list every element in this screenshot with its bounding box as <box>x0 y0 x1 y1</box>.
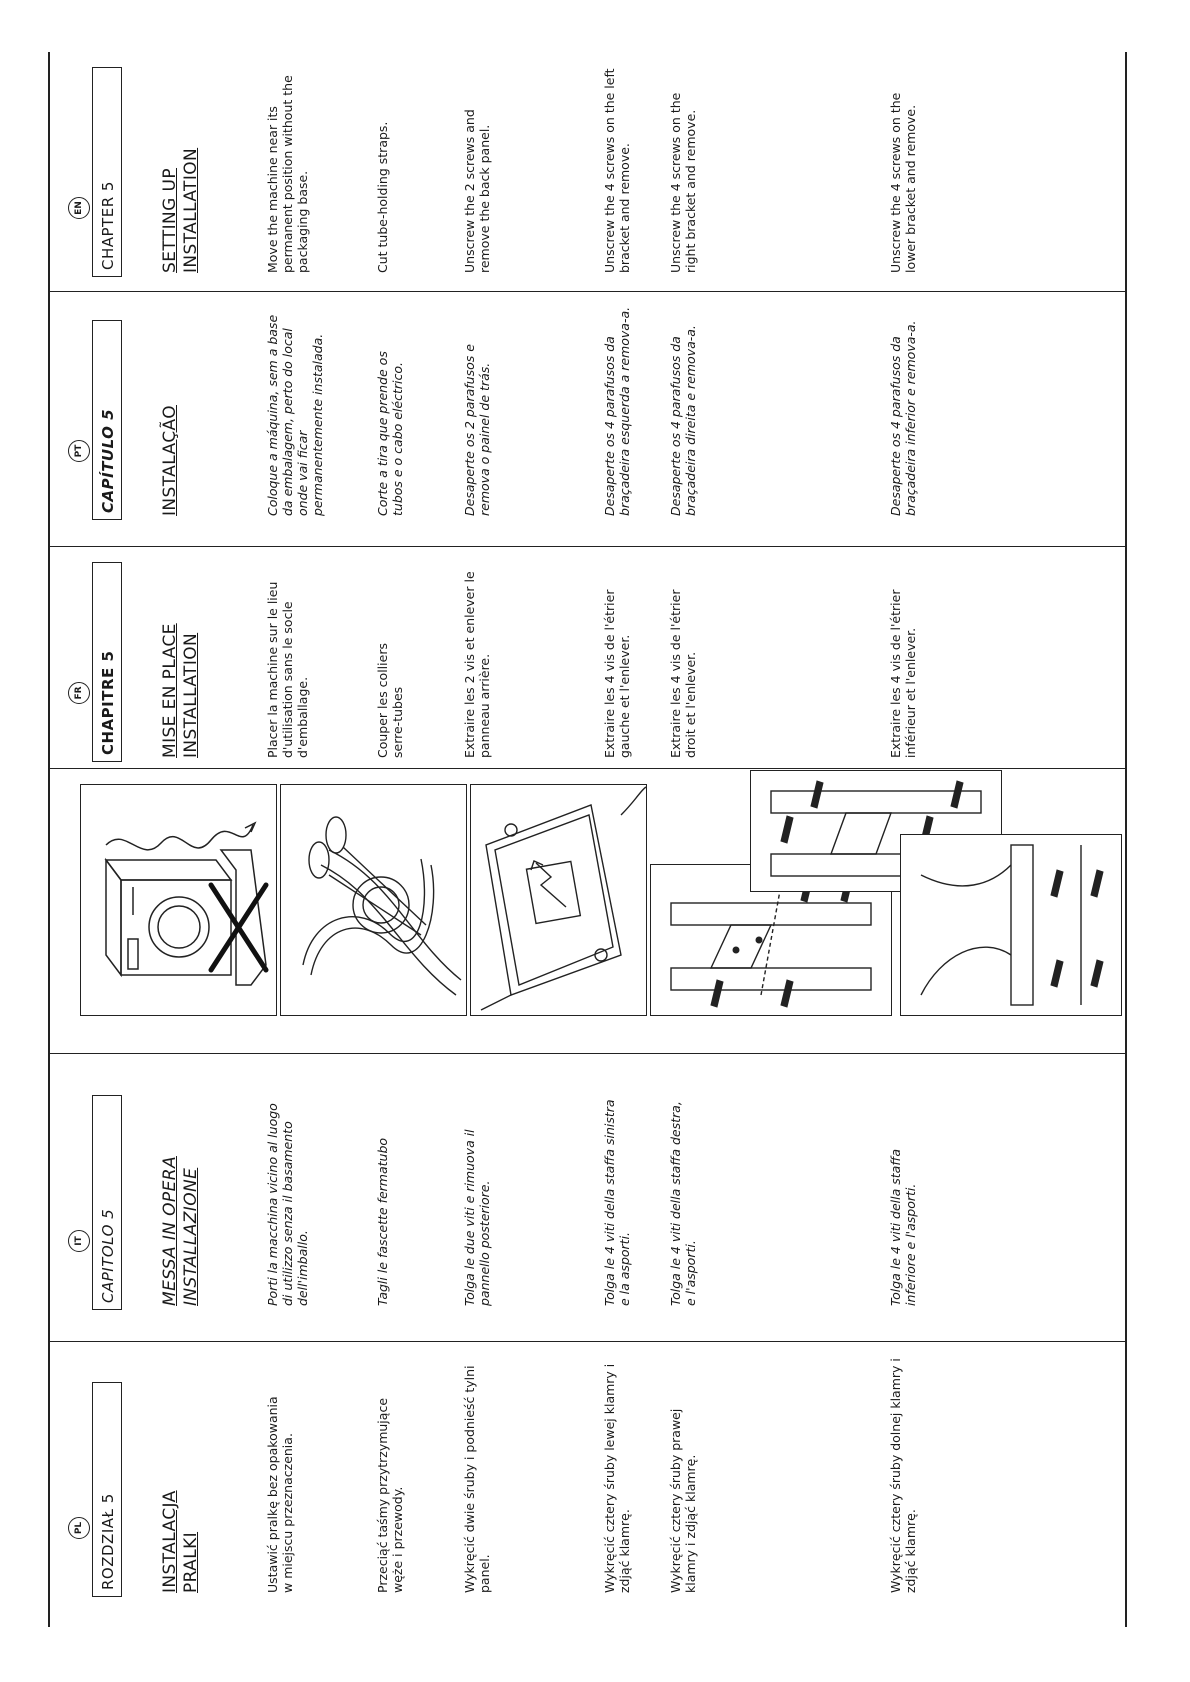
figure-cut-straps <box>280 784 467 1016</box>
column-en <box>0 52 1190 277</box>
section-title-it <box>160 1156 202 1306</box>
divider-it-figures <box>48 1053 1125 1054</box>
divider-pl-it <box>48 1341 1125 1342</box>
step-2-pl: Przeciąć taśmy przytrzymujące węże i przewody. <box>375 1397 405 1593</box>
step-5-it: Tolga le 4 viti della staffa destra, e l'asporti. <box>668 1101 698 1306</box>
step-3-it: Tolga le due viti e rimuova il pannello posteriore. <box>462 1129 492 1306</box>
language-badge-it: IT <box>68 1230 90 1252</box>
washing-machine-illustration <box>81 785 276 1015</box>
language-badge-en: EN <box>68 197 90 219</box>
lower-bracket-illustration <box>901 835 1121 1015</box>
chapter-heading-fr: CHAPITRE 5 <box>92 562 122 762</box>
language-badge-pl: PL <box>68 1517 90 1539</box>
scissors-illustration <box>281 785 466 1015</box>
step-6-it: Tolga le 4 viti della staffa inferiore e l'asporti. <box>888 1148 918 1306</box>
column-it <box>0 1060 1190 1310</box>
chapter-heading-pt: CAPÍTULO 5 <box>92 320 122 520</box>
step-3-pt: Desaperte os 2 parafusos e remova o painel de trás. <box>462 344 492 516</box>
section-title-line: MESSA IN OPERA <box>160 1156 180 1306</box>
step-3-fr: Extraire les 2 vis et enlever le panneau arrière. <box>462 571 492 758</box>
section-title-line: INSTALACJA <box>160 1490 180 1593</box>
section-title-line: INSTALLAZIONE <box>181 1167 201 1306</box>
section-title-en <box>160 148 202 273</box>
column-fr <box>0 547 1190 762</box>
step-6-pt: Desaperte os 4 parafusos da braçadeira inferior e remova-a. <box>888 320 918 516</box>
section-title-line: PRALKI <box>181 1531 201 1593</box>
step-4-it: Tolga le 4 viti della staffa sinistra e la asporti. <box>602 1099 632 1306</box>
step-2-en: Cut tube-holding straps. <box>375 121 390 273</box>
language-badge-fr: FR <box>68 682 90 704</box>
column-figures <box>0 770 1190 1052</box>
section-title-line: MISE EN PLACE <box>160 623 180 758</box>
divider-pt-en <box>48 291 1125 292</box>
section-title-line: INSTALAÇÃO <box>160 405 180 516</box>
step-2-pt: Corte a tira que prende os tubos e o cabo eléctrico. <box>375 351 405 516</box>
figure-lower-bracket <box>900 834 1122 1016</box>
chapter-heading-it: CAPITOLO 5 <box>92 1095 122 1310</box>
step-1-it: Porti la macchina vicino al luogo di utilizzo senza il basamento dell'imballo. <box>265 1103 310 1306</box>
step-3-en: Unscrew the 2 screws and remove the back panel. <box>462 109 492 273</box>
step-6-en: Unscrew the 4 screws on the lower bracket and remove. <box>888 92 918 273</box>
step-5-fr: Extraire les 4 vis de l'étrier droit et l'enlever. <box>668 589 698 758</box>
column-pt <box>0 295 1190 520</box>
column-pl <box>0 1347 1190 1597</box>
step-4-fr: Extraire les 4 vis de l'étrier gauche et l'enlever. <box>602 589 632 758</box>
section-title-line: INSTALLATION <box>181 147 201 273</box>
step-5-pt: Desaperte os 4 parafusos da braçadeira direita e remova-a. <box>668 325 698 516</box>
figure-remove-base <box>80 784 277 1016</box>
step-2-fr: Couper les colliers serre-tubes <box>375 643 405 758</box>
step-6-pl: Wykręcić cztery śruby dolnej klamry i zdjąć klamrę. <box>888 1358 918 1593</box>
language-badge-pt: PT <box>68 440 90 462</box>
section-title-fr <box>160 623 202 758</box>
step-4-pt: Desaperte os 4 parafusos da braçadeira esquerda a remova-a. <box>602 306 632 516</box>
section-title-line: INSTALLATION <box>181 632 201 758</box>
step-3-pl: Wykręcić dwie śruby i podnieść tylni panel. <box>462 1365 492 1593</box>
step-4-en: Unscrew the 4 screws on the left bracket and remove. <box>602 68 632 273</box>
chapter-heading-pl: ROZDZIAŁ 5 <box>92 1382 122 1597</box>
figure-back-panel <box>470 784 647 1016</box>
section-title-pl <box>160 1490 202 1593</box>
section-title-pt <box>160 405 181 516</box>
back-panel-illustration <box>471 785 646 1015</box>
section-title-line: SETTING UP <box>160 167 180 273</box>
divider-figures-fr <box>48 768 1125 769</box>
chapter-heading-en: CHAPTER 5 <box>92 67 122 277</box>
step-5-en: Unscrew the 4 screws on the right bracket and remove. <box>668 92 698 273</box>
step-1-pl: Ustawić pralkę bez opakowania w miejscu przeznaczenia. <box>265 1396 295 1593</box>
step-1-pt: Coloque a máquina, sem a base da embalagem, perto do local onde vai ficar permanentemente instalada. <box>265 314 325 516</box>
step-4-pl: Wykręcić cztery śruby lewej klamry i zdjąć klamrę. <box>602 1363 632 1593</box>
step-2-it: Tagli le fascette fermatubo <box>375 1137 390 1306</box>
step-1-en: Move the machine near its permanent position without the packaging base. <box>265 75 310 273</box>
step-6-fr: Extraire les 4 vis de l'étrier inférieur et l'enlever. <box>888 589 918 758</box>
step-1-fr: Placer la machine sur le lieu d'utilisation sans le socle d'emballage. <box>265 581 310 758</box>
step-5-pl: Wykręcić cztery śruby prawej klamry i zdjąć klamrę. <box>668 1408 698 1593</box>
